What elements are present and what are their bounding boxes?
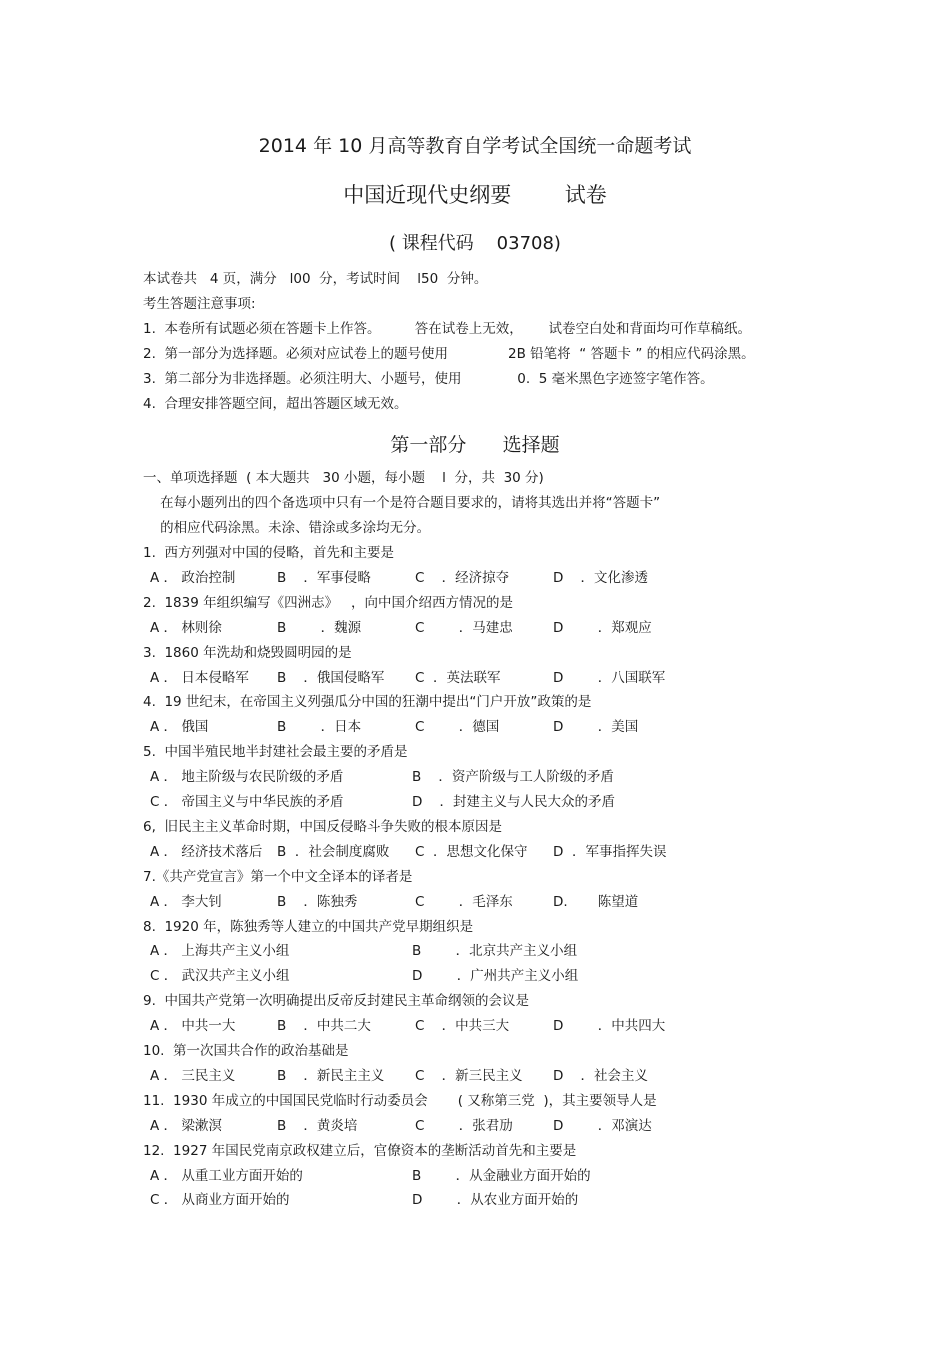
answer-option: B ．日本 <box>277 719 362 736</box>
note-line: 3. 第二部分为非选择题。必须注明大、小题号，使用 0. 5 毫米黑色字迹签字笔作答。 <box>143 371 714 387</box>
answer-option: C ．新三民主义 <box>415 1067 523 1084</box>
answer-option: B ．从金融业方面开始的 <box>412 1167 591 1184</box>
question-stem: 6, 旧民主主义革命时期，中国反侵略斗争失败的根本原因是 <box>143 818 502 835</box>
answer-option: A ． 三民主义 <box>150 1067 236 1084</box>
answer-option: A ． 中共一大 <box>150 1018 236 1035</box>
answer-option: B ．俄国侵略军 <box>277 669 385 686</box>
answer-option: C ． 从商业方面开始的 <box>150 1192 290 1209</box>
answer-option: B ．魏源 <box>277 619 362 636</box>
instruction-line: 在每小题列出的四个备选项中只有一个是符合题目要求的，请将其选出并将“答题卡” <box>143 495 661 511</box>
answer-option: D ．社会主义 <box>553 1067 649 1084</box>
answer-option: D ．八国联军 <box>553 669 666 686</box>
instruction-line: 的相应代码涂黑。未涂、错涂或多涂均无分。 <box>143 520 431 536</box>
answer-option: A ． 从重工业方面开始的 <box>150 1167 303 1184</box>
note-line: 4. 合理安排答题空间，超出答题区域无效。 <box>143 396 408 412</box>
course-code: ( 课程代码 03708) <box>389 233 561 254</box>
question-stem: 10. 第一次国共合作的政治基础是 <box>143 1043 349 1059</box>
answer-option: A ． 政治控制 <box>150 569 236 586</box>
answer-option: A ． 李大钊 <box>150 893 222 910</box>
answer-option: C ．经济掠夺 <box>415 569 510 586</box>
answer-option: C ．英法联军 <box>415 669 501 686</box>
answer-option: B ．社会制度腐败 <box>277 843 390 860</box>
answer-option: B ．新民主主义 <box>277 1067 385 1084</box>
answer-option: C ．张君劢 <box>415 1117 513 1134</box>
answer-option: A ． 梁漱溟 <box>150 1117 222 1134</box>
answer-option: D. 陈望道 <box>553 893 639 910</box>
note-line: 1. 本卷所有试题必须在答题卡上作答。 答在试卷上无效， 试卷空白处和背面均可作草稿纸。 <box>143 321 752 337</box>
answer-option: A ． 上海共产主义小组 <box>150 943 290 960</box>
question-stem: 3. 1860 年洗劫和烧毁圆明园的是 <box>143 644 352 661</box>
answer-option: B ．北京共产主义小组 <box>412 943 578 960</box>
question-stem: 11. 1930 年成立的中国国民党临时行动委员会 ( 又称第三党 )，其主要领导人是 <box>143 1092 657 1109</box>
answer-option: C ．毛泽东 <box>415 893 513 910</box>
answer-option: B ．资产阶级与工人阶级的矛盾 <box>412 769 614 786</box>
answer-option: A ． 经济技术落后 <box>150 843 263 860</box>
answer-option: D ．广州共产主义小组 <box>412 968 579 985</box>
answer-option: C ．思想文化保守 <box>415 843 528 860</box>
question-stem: 1. 西方列强对中国的侵略，首先和主要是 <box>143 545 394 561</box>
question-stem: 5. 中国半殖民地半封建社会最主要的矛盾是 <box>143 744 408 761</box>
question-stem: 8. 1920 年，陈独秀等人建立的中国共产党早期组织是 <box>143 918 474 935</box>
answer-option: B ．中共二大 <box>277 1018 371 1035</box>
answer-option: D ．邓演达 <box>553 1117 652 1134</box>
question-stem: 7.《共产党宣言》第一个中文全译本的译者是 <box>143 868 413 885</box>
answer-option: C ． 帝国主义与中华民族的矛盾 <box>150 794 344 810</box>
subject-title: 中国近现代史纲要 试卷 <box>343 183 607 207</box>
instruction-line: 一、单项选择题 ( 本大题共 30 小题，每小题 l 分，共 30 分) <box>143 470 544 486</box>
note-line: 2. 第一部分为选择题。必须对应试卷上的题号使用 2B 铅笔将 “ 答题卡 ” 的相应代码涂黑。 <box>143 346 755 362</box>
answer-option: A ． 林则徐 <box>150 619 222 636</box>
answer-option: A ． 地主阶级与农民阶级的矛盾 <box>150 769 344 786</box>
answer-option: A ． 俄国 <box>150 719 209 736</box>
answer-option: D ．封建主义与人民大众的矛盾 <box>412 794 616 810</box>
answer-option: A ． 日本侵略军 <box>150 669 249 686</box>
answer-option: C ．马建忠 <box>415 619 513 636</box>
answer-option: D ．中共四大 <box>553 1018 666 1035</box>
answer-option: D ．文化渗透 <box>553 569 649 586</box>
answer-option: C ．中共三大 <box>415 1018 510 1035</box>
question-stem: 4. 19 世纪末，在帝国主义列强瓜分中国的狂潮中提出“门户开放”政策的是 <box>143 694 592 711</box>
answer-option: D ．郑观应 <box>553 619 652 636</box>
exam-title: 2014 年 10 月高等教育自学考试全国统一命题考试 <box>258 135 692 157</box>
answer-option: D ．美国 <box>553 719 639 736</box>
section-title: 第一部分 选择题 <box>390 434 560 456</box>
answer-option: C ．德国 <box>415 719 500 736</box>
answer-option: D ．从农业方面开始的 <box>412 1192 579 1209</box>
question-stem: 9. 中国共产党第一次明确提出反帝反封建民主革命纲领的会议是 <box>143 993 529 1010</box>
answer-option: D ．军事指挥失误 <box>553 843 667 860</box>
note-line: 考生答题注意事项: <box>143 296 256 312</box>
answer-option: B ．陈独秀 <box>277 893 358 910</box>
note-line: 本试卷共 4 页，满分 l00 分，考试时间 l50 分钟。 <box>143 271 488 287</box>
answer-option: C ． 武汉共产主义小组 <box>150 968 290 985</box>
question-stem: 2. 1839 年组织编写《四洲志》 ，向中国介绍西方情况的是 <box>143 594 513 611</box>
question-stem: 12. 1927 年国民党南京政权建立后，官僚资本的垄断活动首先和主要是 <box>143 1142 577 1159</box>
answer-option: B ．军事侵略 <box>277 569 371 586</box>
answer-option: B ．黄炎培 <box>277 1117 358 1134</box>
